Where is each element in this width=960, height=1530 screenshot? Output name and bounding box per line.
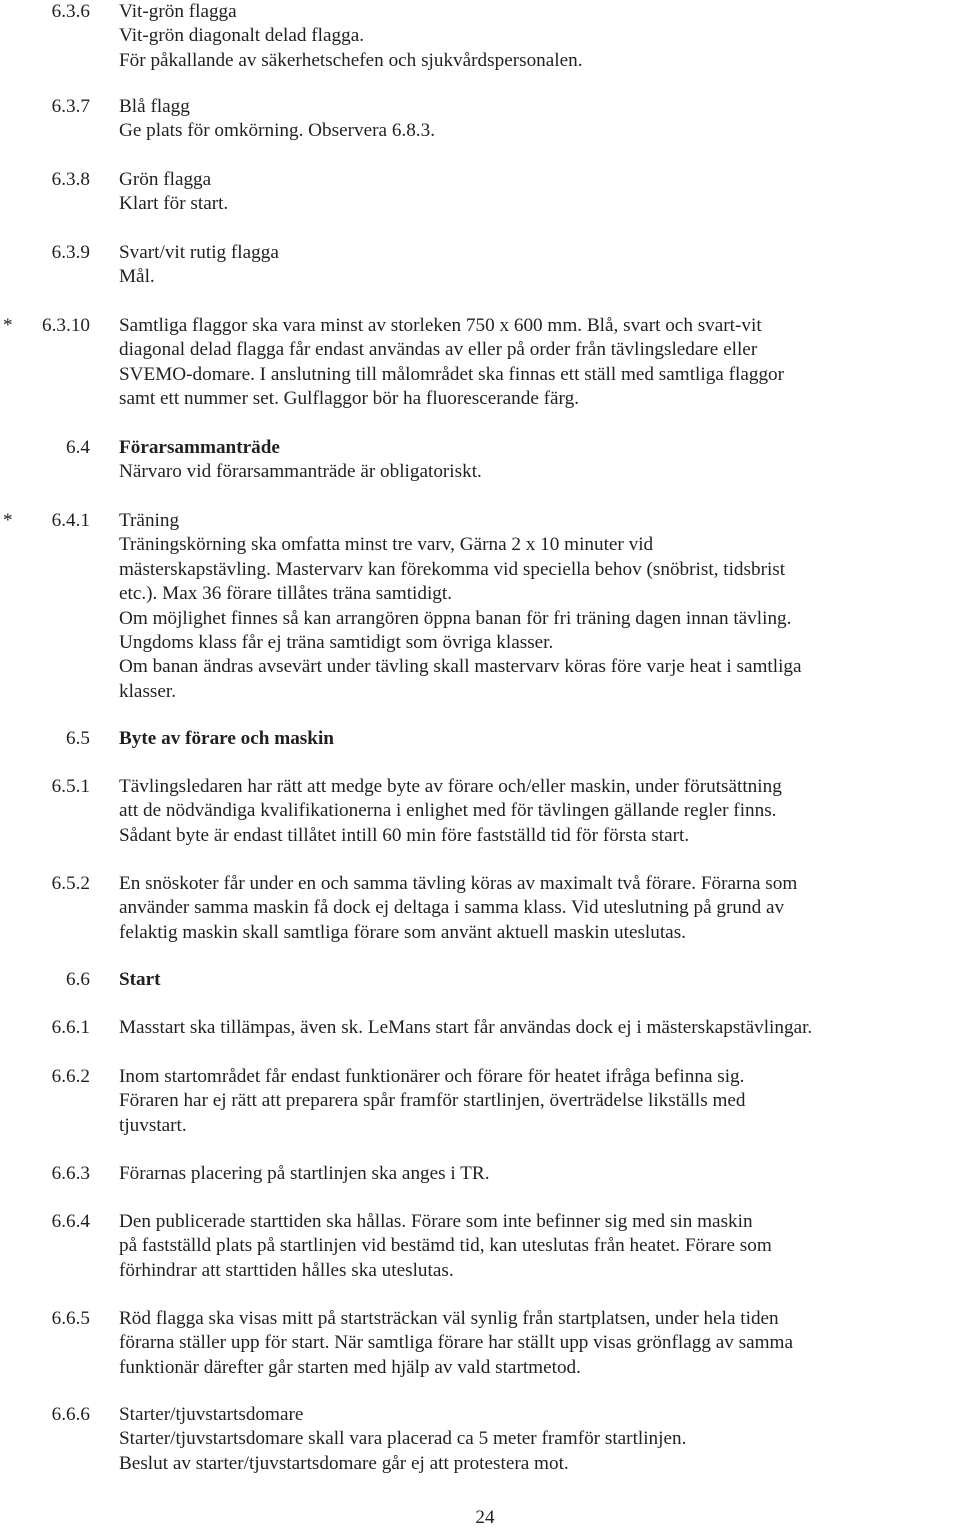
section-text-line: SVEMO-domare. I anslutning till målområdet ska finnas ett ställ med samtliga flaggor [119, 363, 785, 385]
section-heading: Träning [119, 510, 180, 531]
section-text-line: använder samma maskin få dock ej deltaga i samma klass. Vid uteslutning på grund av [119, 897, 785, 919]
section-text-line: förarna ställer upp för start. När samtliga förare har ställt upp visas grönflagg av samma [119, 1332, 793, 1354]
section-heading: Röd flagga ska visas mitt på startsträckan väl synlig från startplatsen, under hela tiden [119, 1308, 779, 1329]
section-number: 6.5 [66, 728, 90, 749]
revision-marker: * [3, 510, 13, 531]
section-text-line: Klart för start. [119, 193, 229, 215]
section-text-line: att de nödvändiga kvalifikationerna i enlighet med för tävlingen gällande regler finns. [119, 800, 777, 822]
section-number: 6.5.1 [51, 776, 90, 797]
section-body [119, 1307, 959, 1380]
section-body [119, 1210, 959, 1283]
section-body [119, 509, 959, 704]
section-text-line: Beslut av starter/tjuvstartsdomare går ej att protestera mot. [119, 1452, 569, 1474]
section-body [119, 872, 959, 945]
section-heading: Grön flagga [119, 169, 212, 190]
section-text-line: diagonal delad flagga får endast användas av eller på order från tävlingsledare eller [119, 339, 758, 361]
section-heading: Blå flagg [119, 96, 190, 117]
section-number: 6.3.6 [51, 1, 90, 22]
section-body [119, 1162, 959, 1186]
section-text-line: Ungdoms klass får ej träna samtidigt som övriga klasser. [119, 632, 554, 654]
section-text-line: Om möjlighet finnes så kan arrangören öppna banan för fri träning dagen innan tävling. [119, 607, 792, 629]
section-text-line: klasser. [119, 680, 177, 702]
section-text-line: För påkallande av säkerhetschefen och sjukvårdspersonalen. [119, 49, 583, 71]
section-number: 6.3.7 [51, 96, 90, 117]
section-text-line: etc.). Max 36 förare tillåtes träna samtidigt. [119, 583, 452, 605]
section-text-line: Närvaro vid förarsammanträde är obligatoriskt. [119, 461, 482, 483]
section-text-line: tjuvstart. [119, 1114, 187, 1136]
section-text-line: felaktig maskin skall samtliga förare som använt aktuell maskin uteslutas. [119, 921, 686, 943]
section-body [119, 968, 959, 992]
section-number: 6.6.6 [51, 1404, 90, 1425]
section-heading: Masstart ska tillämpas, även sk. LeMans start får användas dock ej i mästerskapstävlingar. [119, 1017, 813, 1038]
section-number: 6.5.2 [51, 873, 90, 894]
section-body [119, 241, 959, 290]
section-heading: Samtliga flaggor ska vara minst av storleken 750 x 600 mm. Blå, svart och svart-vit [119, 315, 762, 336]
section-text-line: på fastställd plats på startlinjen vid bestämd tid, kan uteslutas från heatet. Förare som [119, 1235, 772, 1257]
section-text-line: Sådant byte är endast tillåtet intill 60 min före fastställd tid för första start. [119, 824, 690, 846]
section-body [119, 1065, 959, 1138]
section-number: 6.4 [66, 437, 90, 458]
section-number: 6.6 [66, 969, 90, 990]
section-body [119, 436, 959, 485]
section-heading: Starter/tjuvstartsdomare [119, 1404, 304, 1425]
section-number: 6.6.3 [51, 1163, 90, 1184]
section-body [119, 727, 959, 751]
section-body [119, 1016, 959, 1040]
section-text-line: Ge plats för omkörning. Observera 6.8.3. [119, 120, 435, 142]
section-heading: Vit-grön flagga [119, 1, 237, 22]
section-text-line: Mål. [119, 266, 155, 288]
section-heading: Start [119, 969, 161, 990]
section-number: 6.3.10 [42, 315, 90, 336]
section-heading: Tävlingsledaren har rätt att medge byte av förare och/eller maskin, under förutsättning [119, 776, 782, 797]
section-heading: Inom startområdet får endast funktionärer och förare för heatet ifråga befinna sig. [119, 1066, 745, 1087]
section-text-line: mästerskapstävling. Mastervarv kan förekomma vid speciella behov (snöbrist, tidsbrist [119, 558, 786, 580]
section-number: 6.6.1 [51, 1017, 90, 1038]
revision-marker: * [3, 315, 13, 336]
section-text-line: Träningskörning ska omfatta minst tre varv, Gärna 2 x 10 minuter vid [119, 534, 654, 556]
section-text-line: förhindrar att starttiden hålles ska uteslutas. [119, 1259, 454, 1281]
section-text-line: Vit-grön diagonalt delad flagga. [119, 25, 365, 47]
page-number: 24 [475, 1507, 495, 1528]
section-body [119, 1403, 959, 1476]
section-body [119, 95, 959, 144]
section-body [119, 0, 959, 73]
section-text-line: funktionär därefter går starten med hjälp av vald startmetod. [119, 1356, 581, 1378]
section-text-line: Föraren har ej rätt att preparera spår framför startlinjen, överträdelse likställs med [119, 1090, 746, 1112]
section-body [119, 314, 959, 412]
section-number: 6.6.2 [51, 1066, 90, 1087]
section-text-line: Om banan ändras avsevärt under tävling skall mastervarv köras före varje heat i samtliga [119, 656, 802, 678]
section-heading: Byte av förare och maskin [119, 728, 334, 749]
section-body [119, 168, 959, 217]
section-body [119, 775, 959, 848]
section-text-line: samt ett nummer set. Gulflaggor bör ha fluorescerande färg. [119, 388, 579, 410]
section-number: 6.3.8 [51, 169, 90, 190]
section-heading: Svart/vit rutig flagga [119, 242, 279, 263]
section-number: 6.4.1 [51, 510, 90, 531]
section-number: 6.3.9 [51, 242, 90, 263]
section-number: 6.6.4 [51, 1211, 90, 1232]
section-text-line: Starter/tjuvstartsdomare skall vara placerad ca 5 meter framför startlinjen. [119, 1428, 687, 1450]
section-number: 6.6.5 [51, 1308, 90, 1329]
section-heading: Förarsammanträde [119, 437, 280, 458]
section-heading: Förarnas placering på startlinjen ska anges i TR. [119, 1163, 490, 1184]
section-heading: En snöskoter får under en och samma tävling köras av maximalt två förare. Förarna som [119, 873, 798, 894]
section-heading: Den publicerade starttiden ska hållas. Förare som inte befinner sig med sin maskin [119, 1211, 753, 1232]
